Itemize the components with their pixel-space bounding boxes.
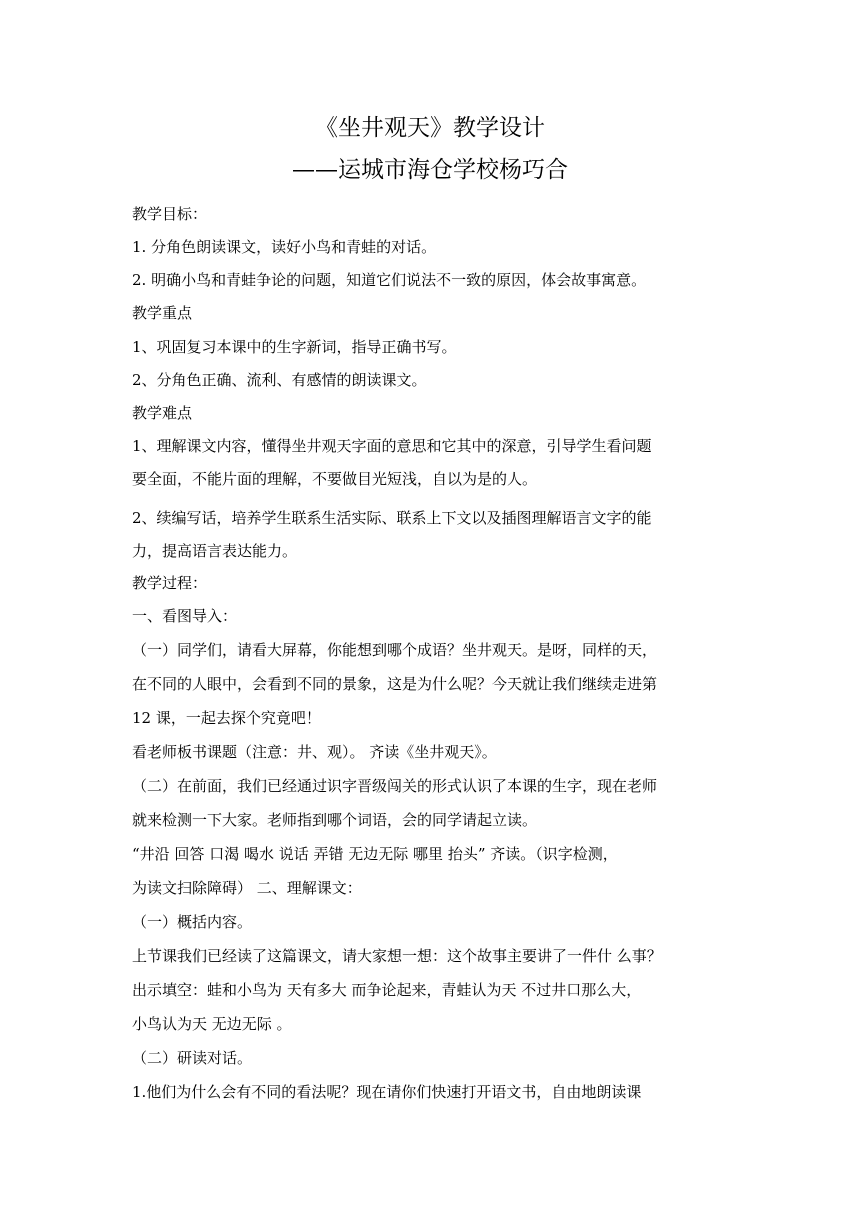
body-line: （二）研读对话。 xyxy=(132,1049,253,1067)
body-line: 为读文扫除障碍） 二、理解课文： xyxy=(132,879,362,897)
body-line: 出示填空：蛙和小鸟为 天有多大 而争论起来，青蛙认为天 不过井口那么大， xyxy=(132,981,642,999)
body-line: 2、续编写话，培养学生联系生活实际、联系上下文以及插图理解语言文字的能 xyxy=(132,509,652,527)
body-line: 一、看图导入： xyxy=(132,607,238,625)
body-line: 上节课我们已经读了这篇课文，请大家想一想：这个故事主要讲了一件什 么事？ xyxy=(132,947,662,965)
body-line: 教学重点 xyxy=(132,304,193,322)
body-line: 小鸟认为天 无边无际 。 xyxy=(132,1015,292,1033)
body-line: （一）同学们，请看大屏幕，你能想到哪个成语？坐井观天。是呀，同样的天， xyxy=(132,641,658,659)
body-line: 教学难点 xyxy=(132,404,193,422)
body-line: 力，提高语言表达能力。 xyxy=(132,542,298,560)
body-line: 就来检测一下大家。老师指到哪个词语，会的同学请起立读。 xyxy=(132,811,538,829)
body-line: 要全面，不能片面的理解，不要做目光短浅，自以为是的人。 xyxy=(132,470,538,488)
body-line: 2. 明确小鸟和青蛙争论的问题，知道它们说法不一致的原因，体会故事寓意。 xyxy=(132,271,647,289)
body-line: 1.他们为什么会有不同的看法呢？现在请你们快速打开语文书，自由地朗读课 xyxy=(132,1083,642,1101)
body-line: “井沿 回答 口渴 喝水 说话 弄错 无边无际 哪里 抬头” 齐读。（识字检测， xyxy=(132,845,618,863)
body-line: 1、巩固复习本课中的生字新词，指导正确书写。 xyxy=(132,338,457,356)
body-line: 看老师板书课题（注意：井、观）。 齐读《坐井观天》。 xyxy=(132,743,497,761)
body-line: （二）在前面，我们已经通过识字晋级闯关的形式认识了本课的生字，现在老师 xyxy=(132,777,658,795)
body-line: 教学目标： xyxy=(132,205,208,223)
body-line: 1. 分角色朗读课文，读好小鸟和青蛙的对话。 xyxy=(132,238,437,256)
document-subtitle: ——运城市海仓学校杨巧合 xyxy=(292,157,568,183)
body-line: 在不同的人眼中，会看到不同的景象，这是为什么呢？今天就让我们继续走进第 xyxy=(132,675,658,693)
document-title: 《坐井观天》教学设计 xyxy=(315,115,545,141)
body-line: （一）概括内容。 xyxy=(132,913,253,931)
body-line: 12 课，一起去探个究竟吧！ xyxy=(132,709,321,727)
body-line: 1、理解课文内容，懂得坐井观天字面的意思和它其中的深意，引导学生看问题 xyxy=(132,437,652,455)
body-line: 教学过程： xyxy=(132,574,208,592)
body-line: 2、分角色正确、流利、有感情的朗读课文。 xyxy=(132,371,427,389)
